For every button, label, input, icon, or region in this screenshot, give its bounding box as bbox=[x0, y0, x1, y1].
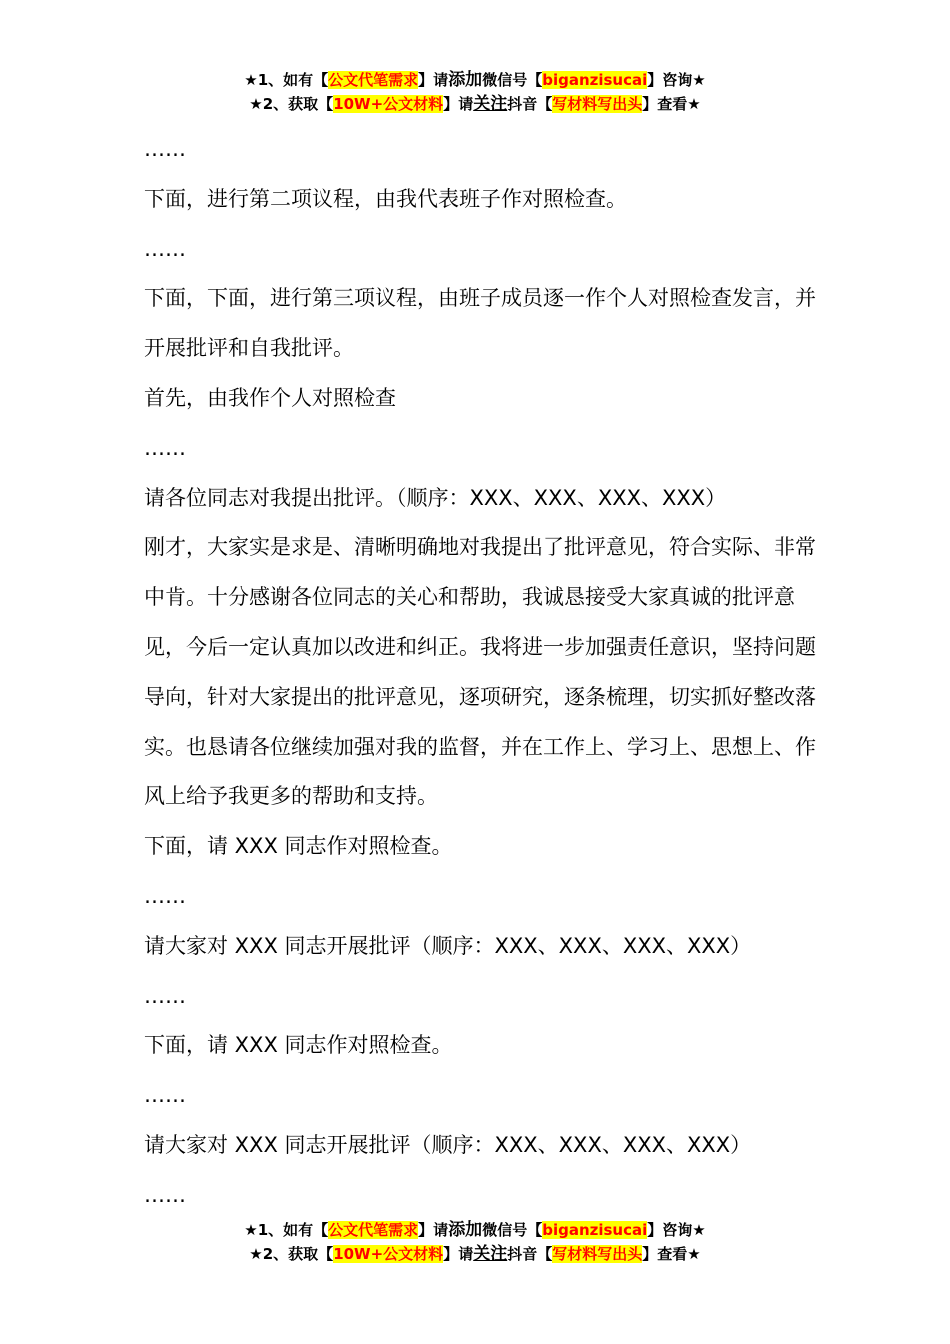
banner-text: 】咨询★ bbox=[647, 1221, 706, 1239]
banner-text: 抖音【 bbox=[507, 95, 553, 113]
paragraph: 下面，下面，进行第三项议程，由班子成员逐一作个人对照检查发言，并开展批评和自我批评。 bbox=[144, 286, 816, 361]
paragraph: …… bbox=[144, 137, 186, 161]
header-banner bbox=[0, 68, 950, 116]
footer-banner bbox=[0, 1218, 950, 1266]
banner-highlight: 公文代笔需求 bbox=[328, 1221, 419, 1239]
banner-text: 】查看★ bbox=[642, 1245, 701, 1263]
banner-emphasis: 关注 bbox=[473, 94, 508, 114]
banner-emphasis: 添加 bbox=[448, 70, 483, 90]
paragraph: 请大家对 XXX 同志开展批评（顺序：XXX、XXX、XXX、XXX） bbox=[144, 933, 752, 958]
banner-line-1 bbox=[0, 1218, 950, 1242]
banner-highlight: 10W+公文材料 bbox=[333, 1245, 444, 1263]
banner-line-2 bbox=[0, 92, 950, 116]
paragraph: …… bbox=[144, 435, 186, 460]
paragraph: 下面，进行第二项议程，由我代表班子作对照检查。 bbox=[144, 186, 627, 211]
paragraph: 下面，请 XXX 同志作对照检查。 bbox=[144, 834, 453, 859]
banner-text: 】请 bbox=[418, 71, 449, 89]
banner-line-1 bbox=[0, 68, 950, 92]
banner-text: 抖音【 bbox=[507, 1245, 553, 1263]
paragraph: 下面，请 XXX 同志作对照检查。 bbox=[144, 1033, 453, 1058]
banner-highlight: biganzisucai bbox=[542, 71, 648, 89]
banner-text: 微信号【 bbox=[482, 71, 543, 89]
banner-text: 】查看★ bbox=[642, 95, 701, 113]
paragraph: …… bbox=[144, 983, 186, 1008]
paragraph: 请大家对 XXX 同志开展批评（顺序：XXX、XXX、XXX、XXX） bbox=[144, 1132, 752, 1157]
paragraph: …… bbox=[144, 883, 186, 908]
banner-highlight: 写材料写出头 bbox=[552, 95, 643, 113]
document-body bbox=[144, 125, 829, 1221]
banner-highlight: biganzisucai bbox=[542, 1221, 648, 1239]
banner-text: ★2、获取【 bbox=[249, 95, 334, 113]
paragraph: 首先，由我作个人对照检查 bbox=[144, 385, 396, 410]
banner-text: 】请 bbox=[443, 95, 474, 113]
banner-text: ★2、获取【 bbox=[249, 1245, 334, 1263]
paragraph: 刚才，大家实是求是、清晰明确地对我提出了批评意见，符合实际、非常中肯。十分感谢各位同志的关心和帮助，我诚恳接受大家真诚的批评意见，今后一定认真加以改进和纠正。我将进一步加强责任意识，坚持问题导向，针对大家提出的批评意见，逐项研究，逐条梳理，切实抓好整改落实。也恳请各位继续加强对我的监督，并在工作上、学习上、思想上、作风上给予我更多的帮助和支持。 bbox=[144, 535, 816, 809]
banner-text: 微信号【 bbox=[482, 1221, 543, 1239]
banner-line-2 bbox=[0, 1242, 950, 1266]
banner-text: 】咨询★ bbox=[647, 71, 706, 89]
banner-highlight: 公文代笔需求 bbox=[328, 71, 419, 89]
banner-highlight: 10W+公文材料 bbox=[333, 95, 444, 113]
banner-emphasis: 添加 bbox=[448, 1220, 483, 1240]
paragraph: …… bbox=[144, 1083, 186, 1108]
paragraph: …… bbox=[144, 1182, 186, 1207]
banner-text: 】请 bbox=[443, 1245, 474, 1263]
banner-text: ★1、如有【 bbox=[244, 1221, 329, 1239]
paragraph: …… bbox=[144, 236, 186, 261]
paragraph: 请各位同志对我提出批评。（顺序：XXX、XXX、XXX、XXX） bbox=[144, 485, 727, 510]
banner-text: ★1、如有【 bbox=[244, 71, 329, 89]
banner-text: 】请 bbox=[418, 1221, 449, 1239]
banner-emphasis: 关注 bbox=[473, 1244, 508, 1264]
banner-highlight: 写材料写出头 bbox=[552, 1245, 643, 1263]
